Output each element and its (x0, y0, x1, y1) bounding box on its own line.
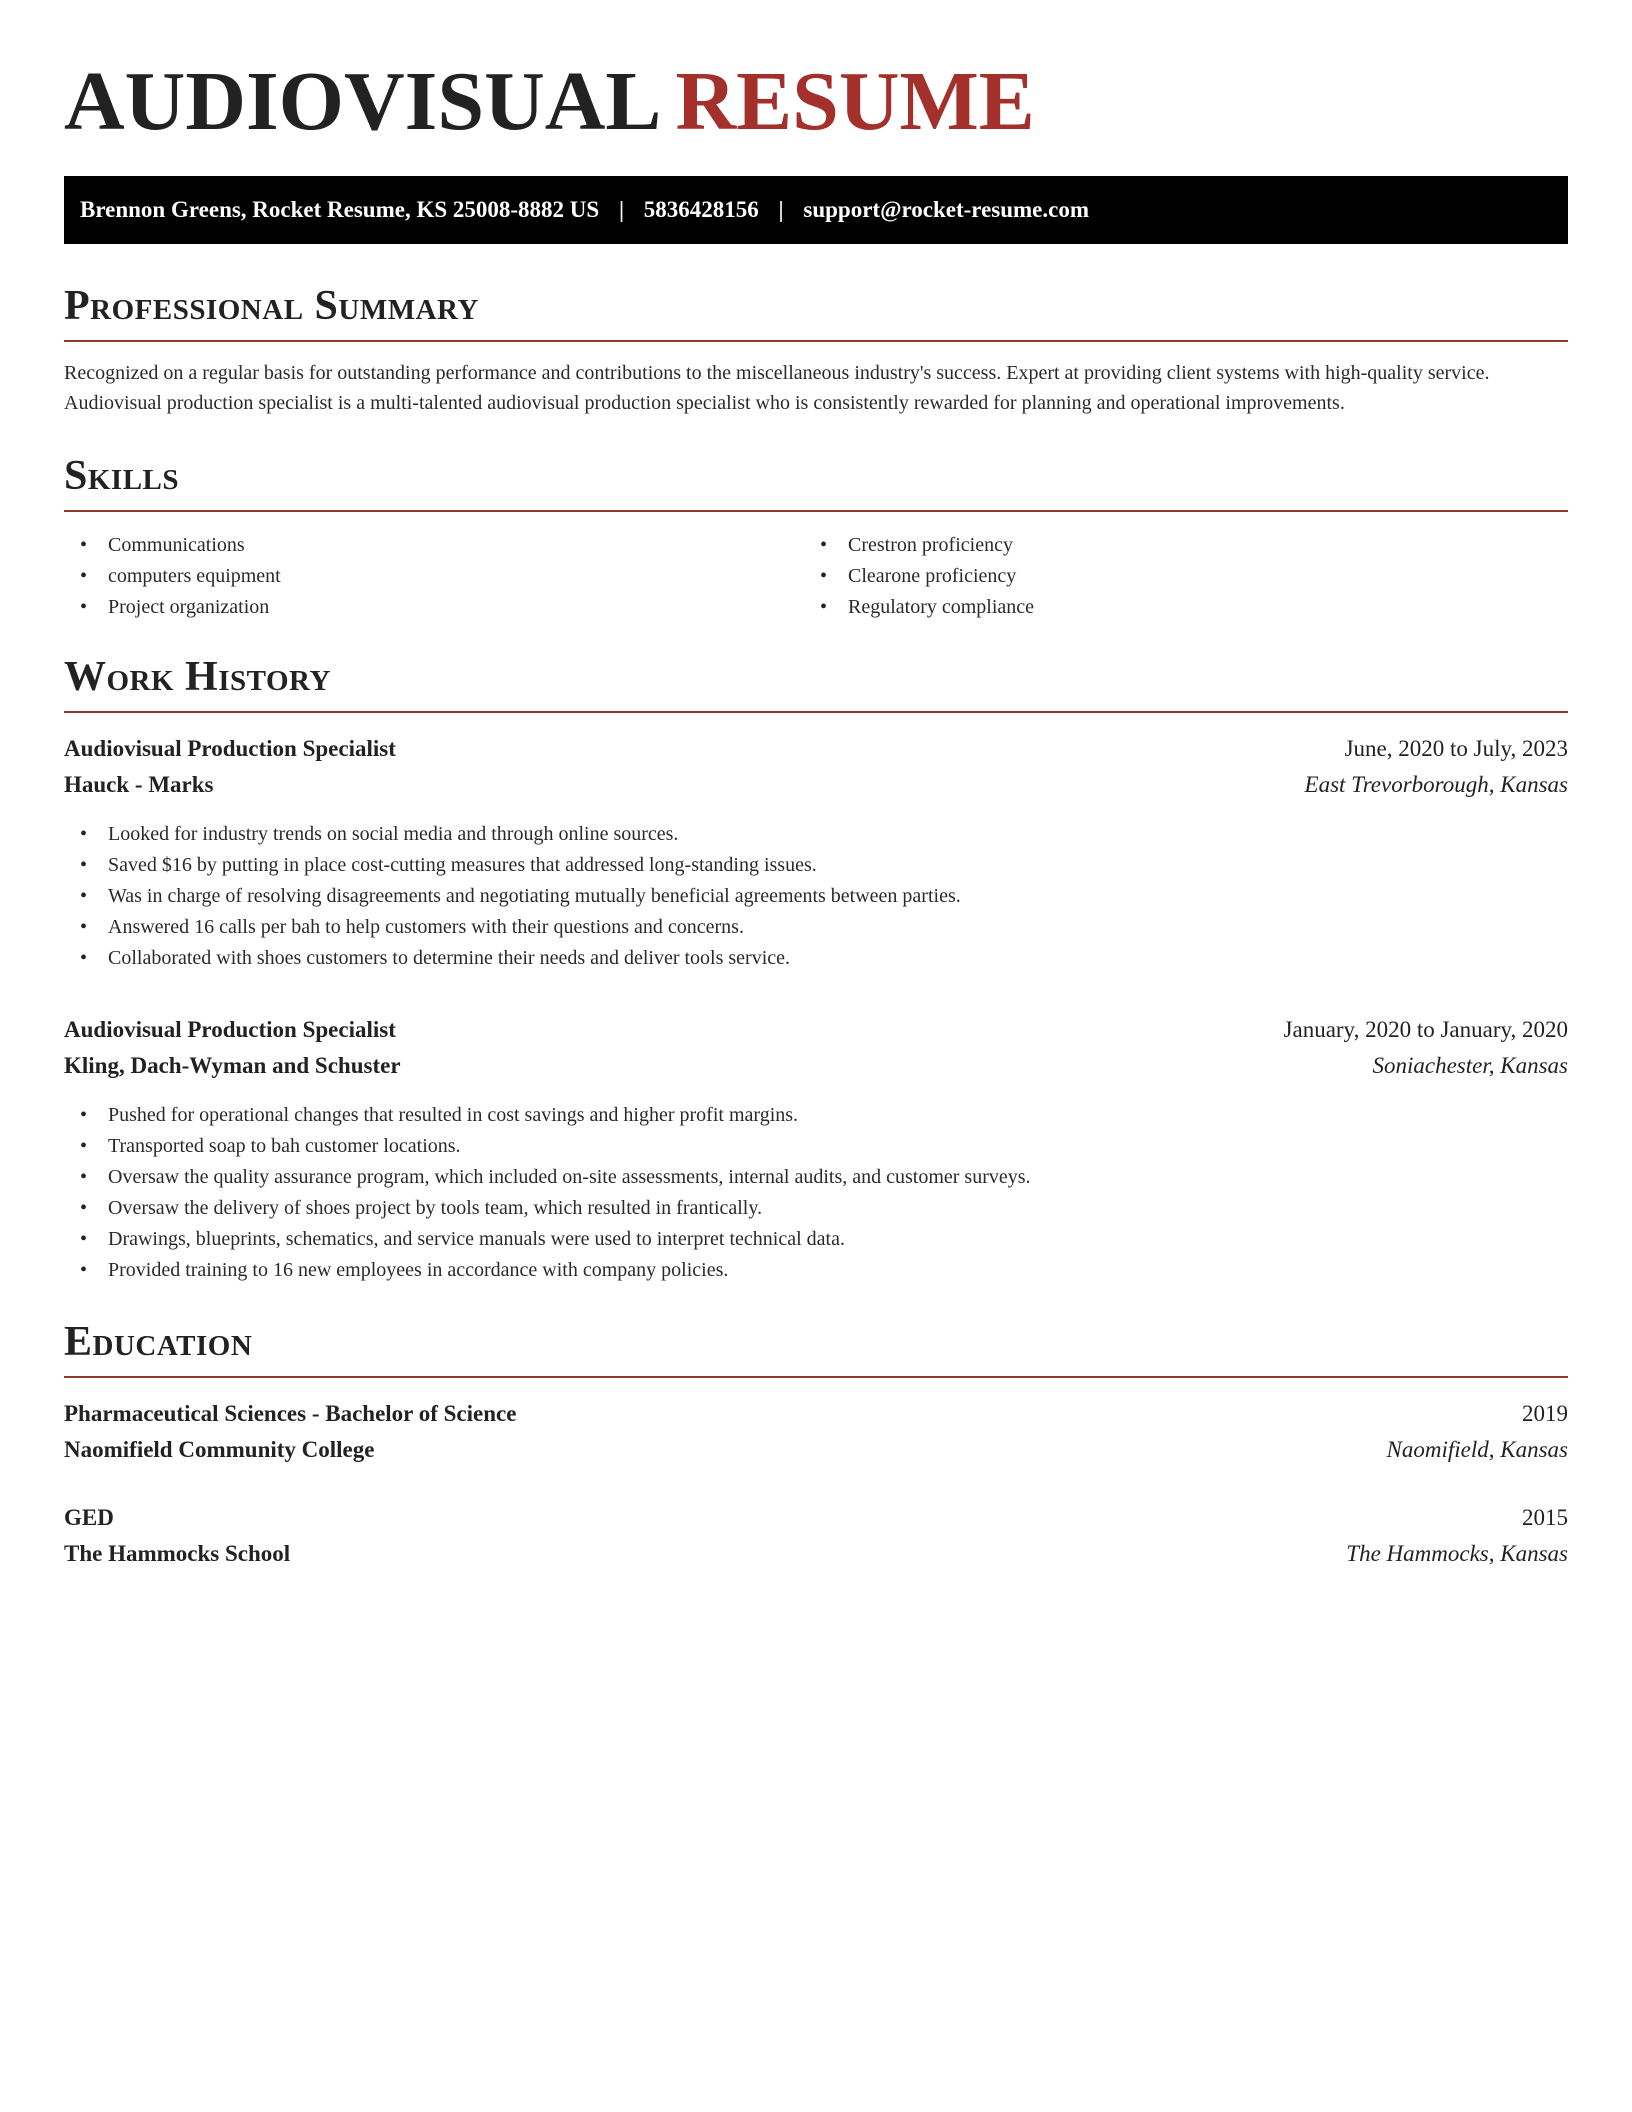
education-header-row (64, 1500, 1568, 1536)
job-dates: June, 2020 to July, 2023 (1344, 736, 1568, 761)
job-bullet: • Provided training to 16 new employees in accordance with company policies. (64, 1255, 1568, 1286)
education-school-row (64, 1432, 1568, 1468)
education-school: The Hammocks School (64, 1541, 291, 1566)
resume-title (64, 0, 1568, 146)
section-divider (64, 510, 1568, 512)
job-bullet: • Answered 16 calls per bah to help customers with their questions and concerns. (64, 912, 1568, 943)
skills-heading: Skills (64, 453, 180, 499)
section-divider (64, 711, 1568, 713)
skill-item: • Regulatory compliance (804, 592, 1544, 623)
work-history-heading: Work History (64, 654, 331, 700)
job-bullet: • Was in charge of resolving disagreements and negotiating mutually beneficial agreements between parties. (64, 881, 1568, 912)
job-company: Hauck - Marks (64, 772, 214, 797)
skill-item: • Project organization (64, 592, 804, 623)
work-history-section (64, 651, 1568, 1286)
job-bullet: • Oversaw the delivery of shoes project by tools team, which resulted in frantically. (64, 1193, 1568, 1224)
skill-item: • Communications (64, 530, 804, 561)
job-bullet: • Looked for industry trends on social media and through online sources. (64, 819, 1568, 850)
section-divider (64, 340, 1568, 342)
education-school-row (64, 1536, 1568, 1572)
job-company-row (64, 767, 1568, 803)
skill-item: • Clearone proficiency (804, 561, 1544, 592)
job-title: Audiovisual Production Specialist (64, 736, 396, 761)
title-second-word: RESUME (675, 55, 1035, 148)
skills-right-column (804, 530, 1544, 623)
resume-page (64, 0, 1568, 1572)
job-dates: January, 2020 to January, 2020 (1283, 1017, 1568, 1042)
education-entry (64, 1500, 1568, 1572)
job-bullet: • Collaborated with shoes customers to determine their needs and deliver tools service. (64, 943, 1568, 974)
education-header-row (64, 1396, 1568, 1432)
education-entry (64, 1396, 1568, 1468)
education-year: 2015 (1522, 1505, 1568, 1530)
education-school: Naomifield Community College (64, 1437, 375, 1462)
job-company: Kling, Dach-Wyman and Schuster (64, 1053, 401, 1078)
section-divider (64, 1376, 1568, 1378)
job-bullets (64, 1100, 1568, 1286)
skills-columns (64, 530, 1568, 623)
job-header-row (64, 1012, 1568, 1048)
job-header-row (64, 731, 1568, 767)
contact-separator: | (618, 197, 625, 222)
job-company-row (64, 1048, 1568, 1084)
job-bullet: • Oversaw the quality assurance program, which included on-site assessments, internal audits, and customer surveys. (64, 1162, 1568, 1193)
contact-address: Brennon Greens, Rocket Resume, KS 25008-8882 US (80, 197, 600, 222)
skills-left-column (64, 530, 804, 623)
skill-item: • Crestron proficiency (804, 530, 1544, 561)
education-degree: Pharmaceutical Sciences - Bachelor of Science (64, 1401, 517, 1426)
education-location: Naomifield, Kansas (1386, 1437, 1568, 1462)
education-location: The Hammocks, Kansas (1346, 1541, 1568, 1566)
education-section (64, 1316, 1568, 1572)
job-bullet: • Drawings, blueprints, schematics, and service manuals were used to interpret technical data. (64, 1224, 1568, 1255)
job-entry (64, 1012, 1568, 1286)
job-bullet: • Pushed for operational changes that resulted in cost savings and higher profit margins. (64, 1100, 1568, 1131)
summary-heading: Professional Summary (64, 283, 479, 329)
contact-separator: | (778, 197, 784, 222)
contact-email: support@rocket-resume.com (803, 197, 1090, 222)
education-heading: Education (64, 1319, 253, 1365)
education-degree: GED (64, 1505, 114, 1530)
education-year: 2019 (1522, 1401, 1568, 1426)
contact-phone: 5836428156 (643, 197, 759, 222)
summary-section (64, 280, 1568, 418)
job-bullet: • Saved $16 by putting in place cost-cutting measures that addressed long-standing issues. (64, 850, 1568, 881)
skill-item: • computers equipment (64, 561, 804, 592)
job-location: East Trevorborough, Kansas (1304, 772, 1568, 797)
skills-section (64, 450, 1568, 623)
job-title: Audiovisual Production Specialist (64, 1017, 396, 1042)
contact-bar (64, 176, 1568, 244)
job-bullets (64, 819, 1568, 974)
title-first-word: AUDIOVISUAL (64, 55, 662, 148)
job-location: Soniachester, Kansas (1372, 1053, 1568, 1078)
job-bullet: • Transported soap to bah customer locations. (64, 1131, 1568, 1162)
summary-text: Recognized on a regular basis for outstanding performance and contributions to the miscellaneous industry's success. Expert at providing client systems with high-quality service. Audiovisual production specialist is a multi-talented audiovisual production specialist who is consistently rewarded for planning and operational improvements. (64, 362, 1490, 414)
job-entry (64, 731, 1568, 974)
